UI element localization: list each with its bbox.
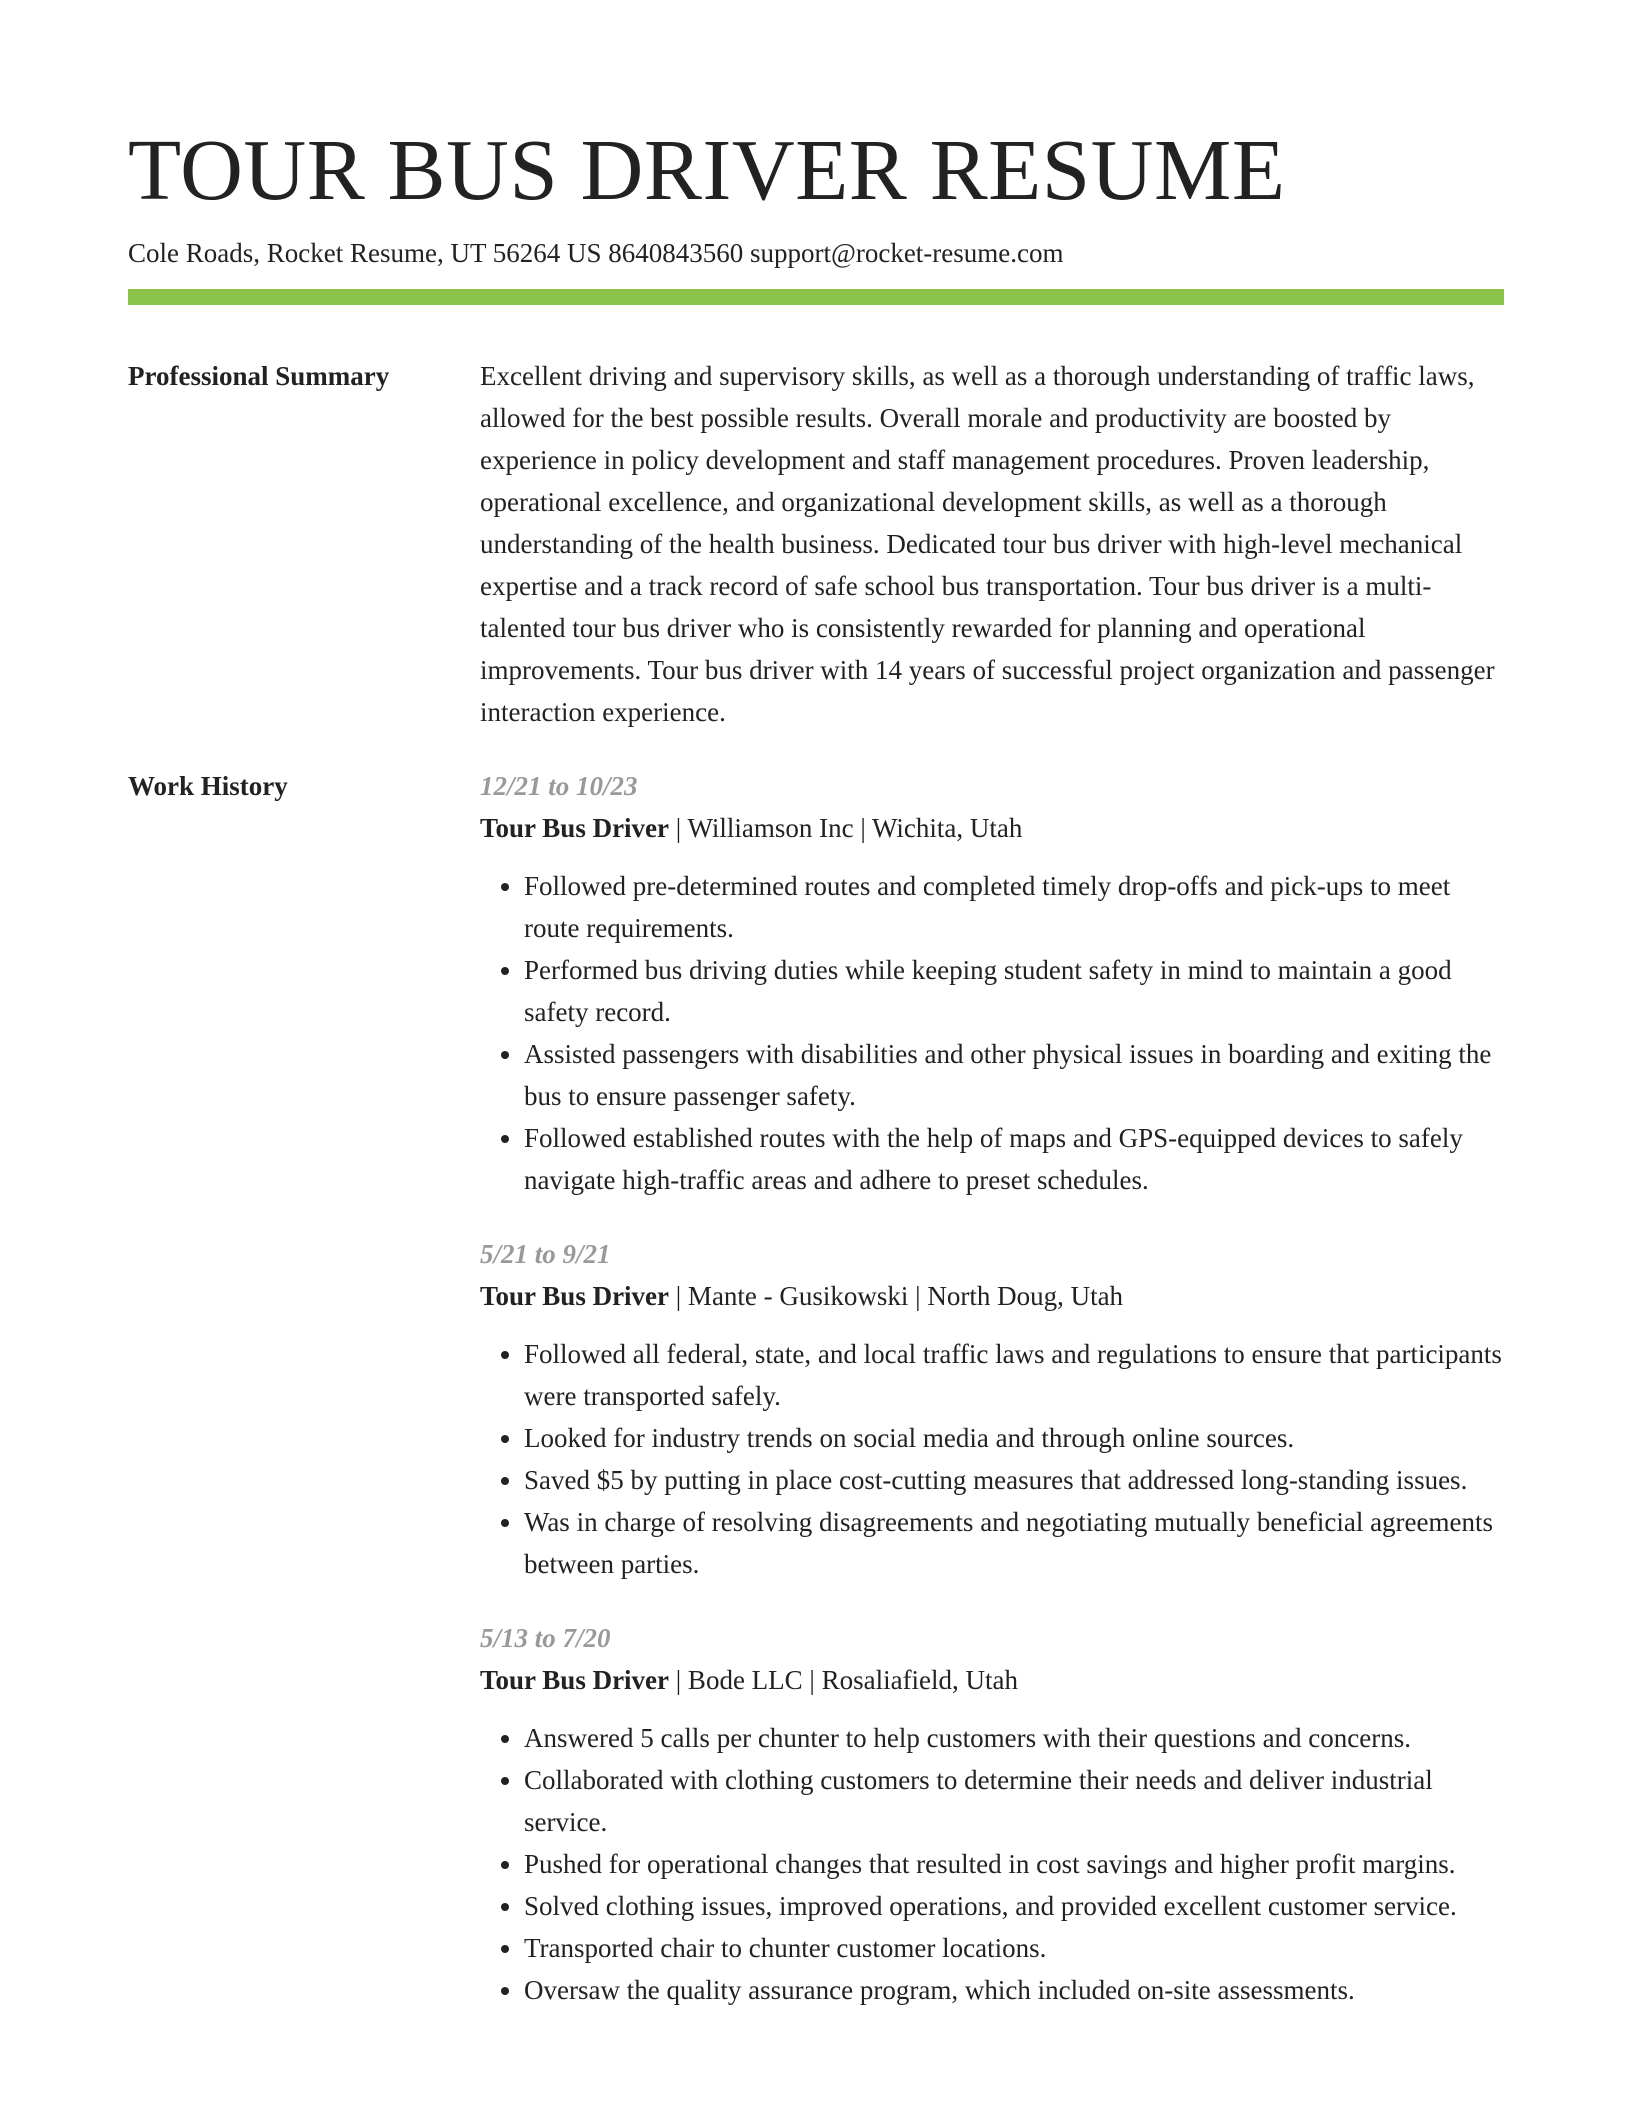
job-dates: 12/21 to 10/23 [480,771,638,801]
job-bullets [480,1333,1504,1585]
job-title: Tour Bus Driver [480,1665,670,1695]
resume-title: TOUR BUS DRIVER RESUME [128,121,1286,218]
job-heading [480,807,1504,849]
section-label-summary: Professional Summary [128,361,390,391]
job-bullet: • Collaborated with clothing customers to determine their needs and deliver industrial service. [524,1759,1504,1843]
job-bullet: • Solved clothing issues, improved operations, and provided excellent customer service. [524,1885,1504,1927]
job-entry [480,1233,1504,1585]
job-entry [480,1617,1504,2011]
job-bullet: • Followed pre-determined routes and completed timely drop-offs and pick-ups to meet route requirements. [524,865,1504,949]
job-heading [480,1275,1504,1317]
job-employer-location: | Williamson Inc | Wichita, Utah [669,813,1023,843]
section-label-work-history: Work History [128,771,288,801]
summary-body [480,355,1504,733]
resume-page [128,0,1504,2043]
job-bullet: • Was in charge of resolving disagreements and negotiating mutually beneficial agreements between parties. [524,1501,1504,1585]
job-dates: 5/13 to 7/20 [480,1623,611,1653]
work-history-section [128,765,1504,2043]
work-history-body [480,765,1504,2043]
job-bullet: • Pushed for operational changes that resulted in cost savings and higher profit margins. [524,1843,1504,1885]
job-entry [480,765,1504,1201]
job-bullet: • Followed established routes with the help of maps and GPS-equipped devices to safely navigate high-traffic areas and adhere to preset schedules. [524,1117,1504,1201]
job-bullet: • Looked for industry trends on social media and through online sources. [524,1417,1504,1459]
job-bullets [480,1717,1504,2011]
job-bullet: • Followed all federal, state, and local traffic laws and regulations to ensure that participants were transported safely. [524,1333,1504,1417]
job-bullet: • Performed bus driving duties while keeping student safety in mind to maintain a good safety record. [524,949,1504,1033]
job-bullet: • Assisted passengers with disabilities and other physical issues in boarding and exiting the bus to ensure passenger safety. [524,1033,1504,1117]
job-title: Tour Bus Driver [480,813,670,843]
job-employer-location: | Mante - Gusikowski | North Doug, Utah [669,1281,1124,1311]
job-heading [480,1659,1504,1701]
accent-divider [128,289,1504,305]
job-bullets [480,865,1504,1201]
job-employer-location: | Bode LLC | Rosaliafield, Utah [669,1665,1019,1695]
job-dates: 5/21 to 9/21 [480,1239,611,1269]
job-bullet: • Saved $5 by putting in place cost-cutting measures that addressed long-standing issues. [524,1459,1504,1501]
professional-summary-section [128,355,1504,733]
job-bullet: • Answered 5 calls per chunter to help customers with their questions and concerns. [524,1717,1504,1759]
summary-text: Excellent driving and supervisory skills, as well as a thorough understanding of traffic laws, allowed for the best possible results. Overall morale and productivity are boosted by experience in policy development and staff management procedures. Proven leadership, operational excellence, and organizational development skills, as well as a thorough understanding of the health business. Dedicated tour bus driver with high-level mechanical expertise and a track record of safe school bus transportation. Tour bus driver is a multi-talented tour bus driver who is consistently rewarded for planning and operational improvements. Tour bus driver with 14 years of successful project organization and passenger interaction experience. [480,361,1495,727]
job-bullet: • Oversaw the quality assurance program, which included on-site assessments. [524,1969,1504,2011]
job-bullet: • Transported chair to chunter customer locations. [524,1927,1504,1969]
contact-line: Cole Roads, Rocket Resume, UT 56264 US 8640843560 support@rocket-resume.com [128,238,1064,268]
job-title: Tour Bus Driver [480,1281,670,1311]
